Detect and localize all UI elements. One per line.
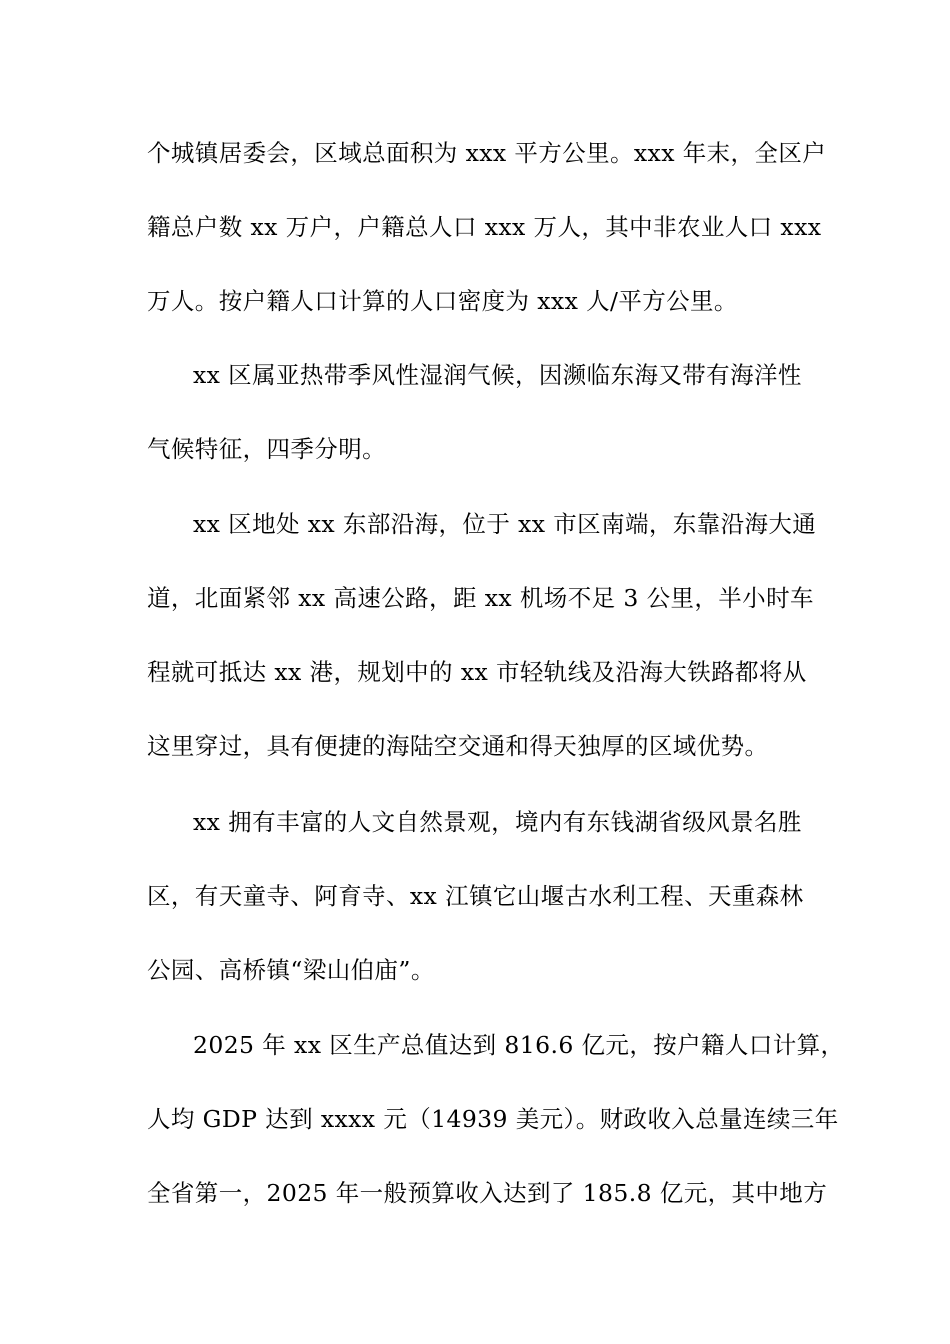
text-line: 这里穿过，具有便捷的海陆空交通和得天独厚的区域优势。	[147, 732, 769, 760]
paragraph-first-line: xx 区地处 xx 东部沿海，位于 xx 市区南端，东靠沿海大通	[193, 510, 817, 538]
text-line: 人均 GDP 达到 xxxx 元（14939 美元）。财政收入总量连续三年	[147, 1105, 839, 1133]
text-line: 全省第一，2025 年一般预算收入达到了 185.8 亿元，其中地方	[147, 1179, 828, 1207]
text-line: 气候特征，四季分明。	[147, 435, 386, 463]
text-line: 程就可抵达 xx 港，规划中的 xx 市轻轨线及沿海大铁路都将从	[147, 658, 807, 686]
text-line: 万人。按户籍人口计算的人口密度为 xxx 人/平方公里。	[147, 287, 738, 315]
text-line: 区，有天童寺、阿育寺、xx 江镇它山堰古水利工程、天重森林	[147, 882, 804, 910]
paragraph-first-line: 2025 年 xx 区生产总值达到 816.6 亿元，按户籍人口计算，	[193, 1031, 845, 1059]
paragraph-first-line: xx 拥有丰富的人文自然景观，境内有东钱湖省级风景名胜	[193, 808, 802, 836]
text-line: 籍总户数 xx 万户，户籍总人口 xxx 万人，其中非农业人口 xxx	[147, 213, 822, 241]
text-line: 道，北面紧邻 xx 高速公路，距 xx 机场不足 3 公里，半小时车	[147, 584, 814, 612]
text-line: 个城镇居委会，区域总面积为 xxx 平方公里。xxx 年末，全区户	[147, 139, 827, 167]
paragraph-first-line: xx 区属亚热带季风性湿润气候，因濒临东海又带有海洋性	[193, 361, 802, 389]
text-line: 公园、高桥镇“梁山伯庙”。	[147, 956, 435, 984]
